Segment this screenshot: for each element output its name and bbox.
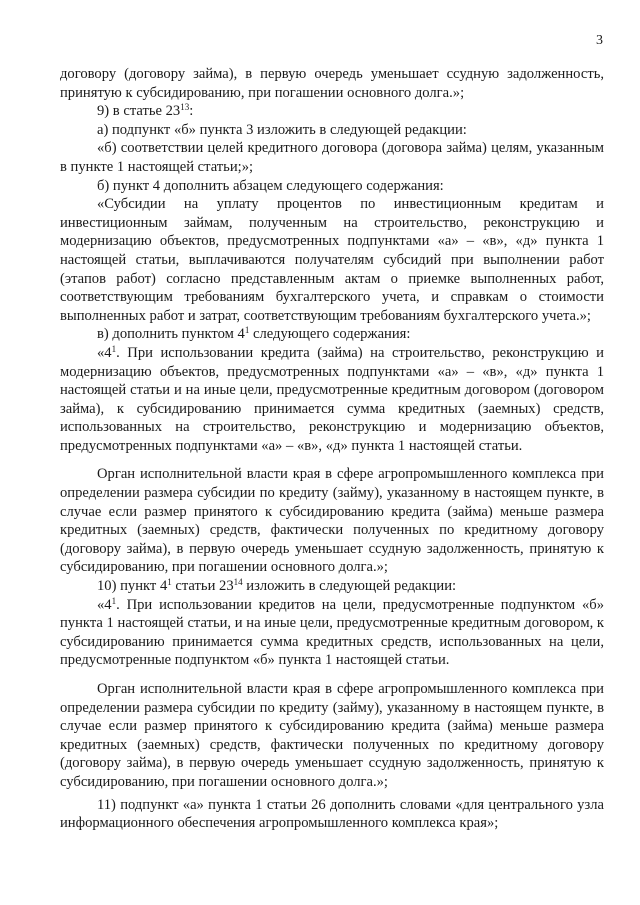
paragraph: «Субсидии на уплату процентов по инвестиционным кредитам и инвестиционным займам, полученным на строительство, реконструкцию и модернизацию объектов, предусмотренных подпунктами «а» – «в», «д» пункта 1 настоящей статьи, выплачиваются получателям субсидий при выполнении работ (этапов работ) согласно представленным актам о приемке выполненных работ, соответствующим требованиям бухгалтерского учета, и справкам о стоимости выполненных работ и затрат, соответствующим требованиям бухгалтерского учета.»; [60,196,604,324]
paragraph-item-10: 10) пункт $4^1$ статьи $23^{14}$ изложить в следующей редакции: [97,577,457,595]
document-body [60,65,604,833]
paragraph: договору (договору займа), в первую очередь уменьшает ссудную задолженность, принятую к субсидированию, при погашении основного долга.»; [60,66,604,101]
paragraph-item-v: в) дополнить пунктом $4^1$ следующего содержания: [97,325,411,343]
paragraph-point-4-1: «$4^1$. При использовании кредитов на цели, предусмотренные подпунктом «б» пункта 1 настоящей статьи, и на иные цели, предусмотренные кредитным договором, к субсидированию принимается сумма кредитных средств, использованных на цели, предусмотренные подпунктом «б» пункта 1 настоящей статьи. [60,595,604,669]
paragraph: Орган исполнительной власти края в сфере агропромышленного комплекса при определении размера субсидии по кредиту (займу), указанному в настоящем пункте, в случае если размер принятого к субсидированию кредита (займа) меньше размера кредитных (заемных) средств, фактически полученных по кредитному договору (договору займа), в первую очередь уменьшает ссудную задолженность, принятую к субсидированию, при погашении основного долга.»; [60,466,604,576]
paragraph: а) подпункт «б» пункта 3 изложить в следующей редакции: [97,121,467,138]
paragraph-point-4-1: «$4^1$. При использовании кредита (займа) на строительство, реконструкцию и модернизацию объектов, предусмотренных подпунктами «а» – «в», «д» пункта 1 настоящей статьи и на иные цели, предусмотренные кредитным договором (договором займа), к субсидированию принимается сумма кредитных (заемных) средств, использованных на строительство, реконструкцию и модернизацию объектов, предусмотренных подпунктами «а» – «в», «д» пункта 1 настоящей статьи. [60,343,604,454]
page-number: 3 [596,33,603,48]
paragraph: Орган исполнительной власти края в сфере агропромышленного комплекса при определении размера субсидии по кредиту (займу), указанному в настоящем пункте, в случае если размер принятого к субсидированию кредита (займа) меньше размера кредитных (заемных) средств, фактически полученных по кредитному договору (договору займа), в первую очередь уменьшает ссудную задолженность, принятую к субсидированию, при погашении основного долга.»; [60,681,604,790]
paragraph-item-9: 9) в статье $23^{13}$: [97,102,194,120]
paragraph: б) пункт 4 дополнить абзацем следующего содержания: [97,177,444,194]
paragraph: «б) соответствии целей кредитного договора (договора займа) целям, указанным в пункте 1 настоящей статьи;»; [60,140,604,175]
paragraph-item-11: 11) подпункт «а» пункта 1 статьи 26 дополнить словами «для центрального узла информационного обеспечения агропромышленного комплекса края»; [60,796,604,832]
